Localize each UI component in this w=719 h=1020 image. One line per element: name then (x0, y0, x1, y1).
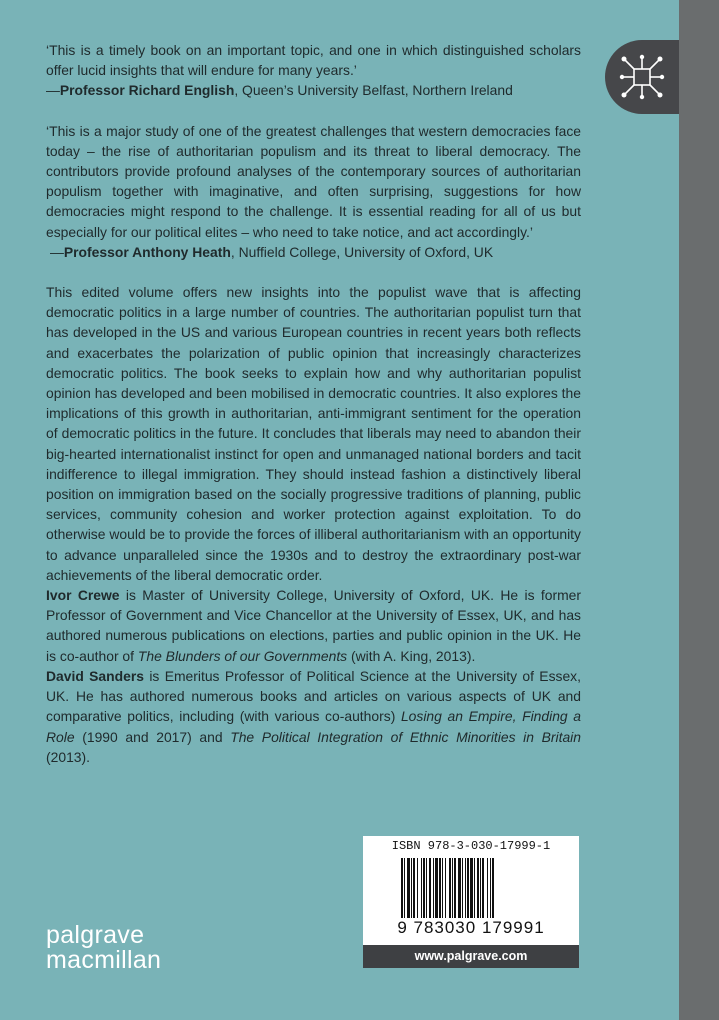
endorser-affiliation: , Queen’s University Belfast, Northern Ireland (234, 82, 513, 99)
endorsement-2 (46, 121, 581, 262)
endorsement-attribution (46, 80, 581, 100)
bio-text: (1990 and 2017) and (74, 728, 231, 745)
publisher-logo (46, 923, 161, 973)
endorser-name: Professor Richard English (59, 82, 235, 99)
dash: — (50, 243, 64, 260)
isbn-barcode (363, 836, 579, 945)
isbn-label: ISBN 978-3-030-17999-1 (391, 839, 551, 853)
publisher-emblem (605, 40, 679, 114)
isbn-digits: 9 783030 179991 (397, 918, 545, 937)
author-bio-1 (46, 585, 581, 666)
bio-text: (2013). (46, 748, 91, 765)
book-title: Losing an Empire, Finding a Role (46, 708, 581, 745)
logo-line-1: palgrave (46, 921, 145, 949)
endorsement-attribution (46, 242, 581, 262)
book-spine (679, 0, 719, 1020)
bio-text: is Master of University College, University of Oxford, UK. He is former Professor of Government and Vice Chancellor at the University of Essex, UK, and has authored numerous publications on elections, parties and public opinion in the UK. He is co-author of (46, 587, 582, 664)
palgrave-network-icon (617, 52, 667, 102)
back-cover-text (46, 40, 581, 767)
logo-line-2: macmillan (46, 946, 162, 974)
bio-text: (with A. King, 2013). (347, 647, 476, 664)
author-name: Ivor Crewe (46, 587, 120, 604)
book-title: The Blunders of our Governments (137, 647, 348, 664)
barcode-icon (401, 858, 541, 918)
endorser-affiliation: , Nuffield College, University of Oxford, UK (230, 243, 494, 260)
endorsement-quote: ‘This is a major study of one of the greatest challenges that western democracies face today – the rise of authoritarian populism and its threat to liberal democracy. The contributors provide profound analyses of the contemporary sources of authoritarian populism together with imaginative, and often surprising, suggestions for how democracies might respond to the challenge. It is essential reading for all of us but especially for our political elites – who need to take notice, and act accordingly.’ (46, 122, 581, 240)
bio-text: is Emeritus Professor of Political Science at the University of Essex, UK. He has authored numerous books and articles on various aspects of UK and comparative politics, including (with various co-authors) (46, 667, 581, 725)
author-bio-2 (46, 666, 581, 767)
dash: — (46, 82, 60, 99)
author-name: David Sanders (46, 667, 144, 684)
book-description: This edited volume offers new insights into the populist wave that is affecting democratic politics in a large number of countries. The authoritarian populist turn that has developed in the US and various European countries in recent years both reflects and exacerbates the polarization of public opinion that increasingly characterizes democratic politics. The book seeks to explain how and why authoritarian populist opinion has developed and been mobilised in democratic countries. It also explores the implications of this growth in authoritarian, anti-immigrant sentiment for the operation of democratic politics in the future. It concludes that liberals may need to abandon their big-hearted internationalist instinct for open and unmanaged national borders and tacit indifference to illegal immigration. They should instead fashion a distinctively liberal position on immigration based on the socially progressive traditions of planning, public services, community cohesion and worker protection against exploitation. To do otherwise would be to provide the forces of illiberal authoritarianism with an opportunity to advance unparalleled since the 1930s and to destroy the extraordinary post-war achievements of the liberal democratic order. (46, 284, 581, 583)
book-title: The Political Integration of Ethnic Minorities in Britain (230, 728, 581, 745)
endorsement-quote: ‘This is a timely book on an important topic, and one in which distinguished scholars offer lucid insights that will endure for many years.’ (46, 42, 581, 79)
endorser-name: Professor Anthony Heath (63, 243, 231, 260)
publisher-url[interactable]: www.palgrave.com (363, 945, 579, 968)
endorsement-1 (46, 40, 581, 101)
